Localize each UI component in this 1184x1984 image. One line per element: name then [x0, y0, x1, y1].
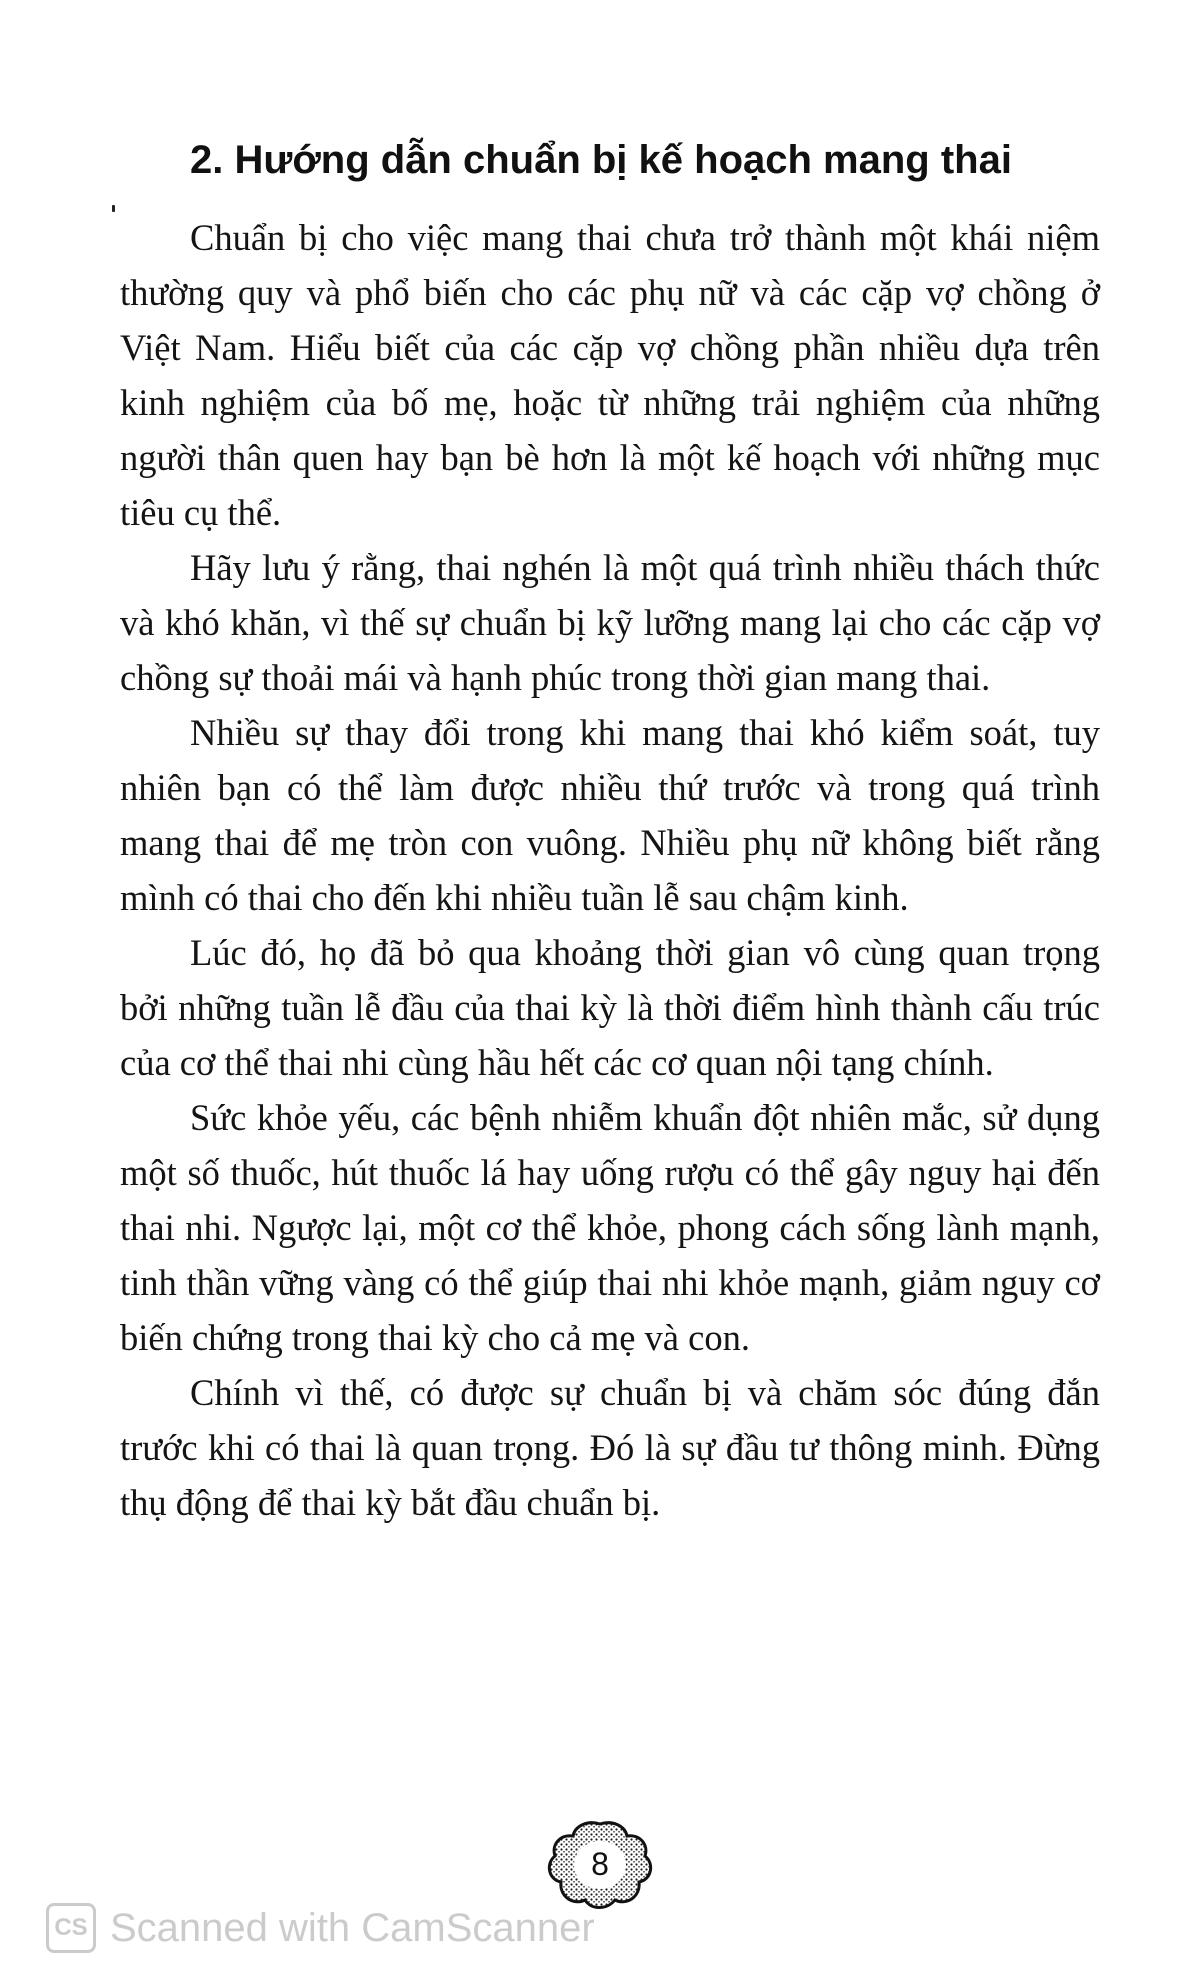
paragraph-5: Sức khỏe yếu, các bệnh nhiễm khuẩn đột nhiên mắc, sử dụng một số thuốc, hút thuốc lá hay uống rượu có thể gây nguy hại đến thai nhi. Ngược lại, một cơ thể khỏe, phong cách sống lành mạnh, tinh thần vững vàng có thể giúp thai nhi khỏe mạnh, giảm nguy cơ biến chứng trong thai kỳ cho cả mẹ và con. — [120, 1097, 1100, 1358]
section-heading: 2. Hướng dẫn chuẩn bị kế hoạch mang thai — [190, 138, 1012, 182]
paragraph-4: Lúc đó, họ đã bỏ qua khoảng thời gian vô cùng quan trọng bởi những tuần lễ đầu của thai kỳ là thời điểm hình thành cấu trúc của cơ thể thai nhi cùng hầu hết các cơ quan nội tạng chính. — [120, 932, 1100, 1083]
camscanner-watermark — [46, 1898, 595, 1958]
body-text — [120, 210, 1100, 1530]
paragraph-2: Hãy lưu ý rằng, thai nghén là một quá trình nhiều thách thức và khó khăn, vì thế sự chuẩn bị kỹ lưỡng mang lại cho các cặp vợ chồng sự thoải mái và hạnh phúc trong thời gian mang thai. — [120, 547, 1100, 698]
paragraph-3: Nhiều sự thay đổi trong khi mang thai khó kiểm soát, tuy nhiên bạn có thể làm được nhiều thứ trước và trong quá trình mang thai để mẹ tròn con vuông. Nhiều phụ nữ không biết rằng mình có thai cho đến khi nhiều tuần lễ sau chậm kinh. — [120, 712, 1100, 918]
page-number-ornament — [545, 1818, 655, 1910]
paragraph-6: Chính vì thế, có được sự chuẩn bị và chăm sóc đúng đắn trước khi có thai là quan trọng. Đó là sự đầu tư thông minh. Đừng thụ động để thai kỳ bắt đầu chuẩn bị. — [120, 1372, 1100, 1523]
camscanner-logo: CS — [46, 1903, 96, 1953]
watermark-text: Scanned with CamScanner — [110, 1905, 595, 1950]
paragraph-1: Chuẩn bị cho việc mang thai chưa trở thành một khái niệm thường quy và phổ biến cho các phụ nữ và các cặp vợ chồng ở Việt Nam. Hiểu biết của các cặp vợ chồng phần nhiều dựa trên kinh nghiệm của bố mẹ, hoặc từ những trải nghiệm của những người thân quen hay bạn bè hơn là một kế hoạch với những mục tiêu cụ thể. — [120, 217, 1100, 533]
page-number: 8 — [591, 1846, 609, 1882]
scan-speck — [112, 205, 115, 212]
